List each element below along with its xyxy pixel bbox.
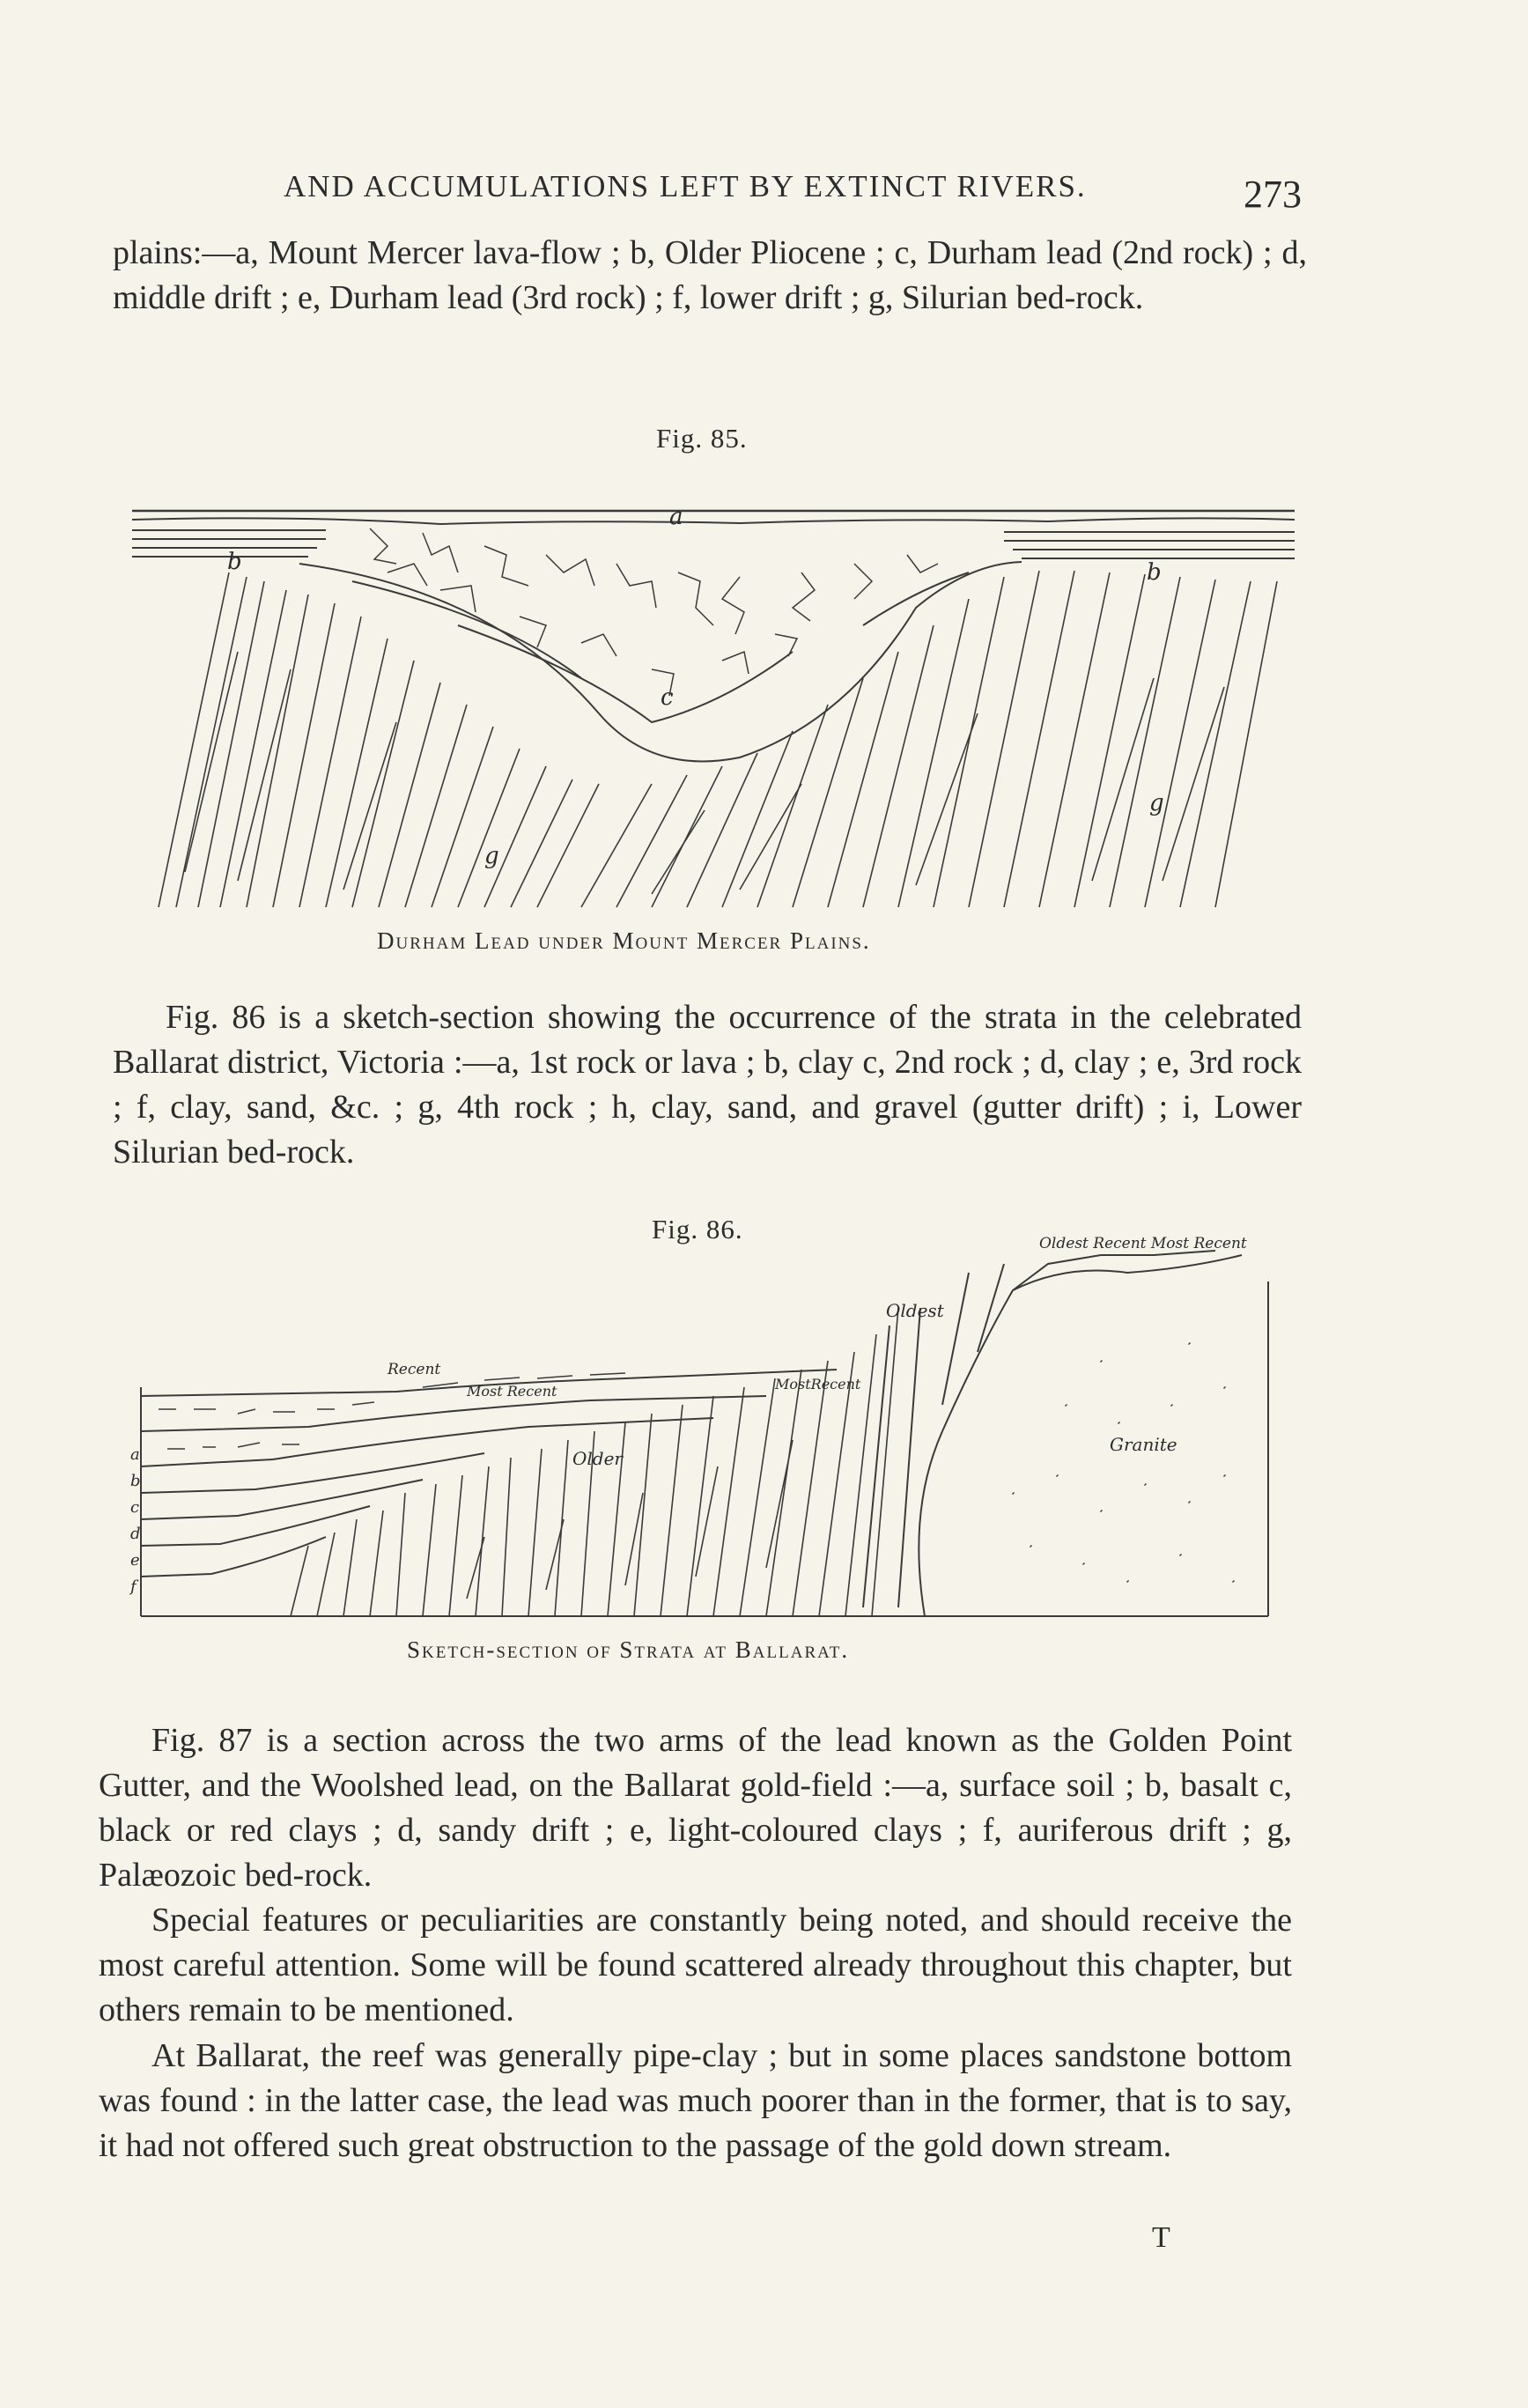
- paragraph-special-features: Special features or peculiarities are constantly being noted, and should receive the most careful attention. Some will be found scattered already throughout this chapter, but others remain to be mentioned.: [99, 1902, 1292, 2028]
- fig85-letter-b-left: b: [227, 549, 242, 575]
- fig86-caption: Sketch-section of Strata at Ballarat.: [407, 1636, 850, 1663]
- fig85-illustration: [123, 493, 1303, 907]
- fig86-letter-c: c: [130, 1498, 140, 1517]
- fig86-label: Fig. 86.: [652, 1214, 743, 1245]
- fig86-annotation-most-recent-mid: MostRecent: [775, 1376, 861, 1392]
- fig85-caption: Durham Lead under Mount Mercer Plains.: [377, 927, 871, 954]
- paragraph-ballarat-reef: At Ballarat, the reef was generally pipe-clay ; but in some places sandstone bottom was found : in the latter case, the lead was much poorer than in the former, that is to say, it had not offered such great obstruction to the passage of the gold down stream.: [99, 2037, 1292, 2164]
- fig86-letter-e: e: [130, 1551, 140, 1570]
- signature-mark: T: [1152, 2221, 1170, 2254]
- fig86-illustration: [132, 1229, 1277, 1625]
- fig85-letter-b-right: b: [1147, 559, 1162, 586]
- fig86-letter-b: b: [130, 1472, 141, 1490]
- fig85-letter-a: a: [669, 504, 683, 530]
- fig86-letter-a: a: [130, 1445, 140, 1464]
- fig86-annotation-granite: Granite: [1110, 1434, 1177, 1455]
- fig86-letter-d: d: [130, 1525, 141, 1543]
- fig86-annotation-oldest: Oldest: [886, 1300, 944, 1321]
- fig86-annotation-older: Older: [572, 1448, 623, 1469]
- fig86-letter-f: f: [130, 1577, 137, 1596]
- fig86-annotation-recent: Recent: [388, 1361, 441, 1378]
- page-number: 273: [1244, 173, 1302, 216]
- fig86-annotation-most-recent-left: Most Recent: [467, 1383, 557, 1400]
- fig85-letter-c: c: [661, 684, 674, 711]
- paragraph-fig87-legend: Fig. 87 is a section across the two arms of the lead known as the Golden Point Gutter, and the Woolshed lead, on the Ballarat gold-field :—a, surface soil ; b, basalt c, black or red clays ; d, sandy drift ; e, light-coloured clays ; f, auriferous drift ; g, Palæozoic bed-rock.: [99, 1722, 1292, 1894]
- fig85-svg: [123, 493, 1303, 907]
- paragraph-fig85-legend: plains:—a, Mount Mercer lava-flow ; b, Older Pliocene ; c, Durham lead (2nd rock) ; d, middle drift ; e, Durham lead (3rd rock) ; f, lower drift ; g, Silurian bed-rock.: [113, 234, 1307, 316]
- fig86-annotation-top-right: Oldest Recent Most Recent: [1039, 1235, 1247, 1252]
- fig85-letter-g-left: g: [484, 843, 499, 869]
- fig85-label: Fig. 85.: [656, 423, 748, 454]
- paragraph-fig86-legend: Fig. 86 is a sketch-section showing the occurrence of the strata in the celebrated Ballarat district, Victoria :—a, 1st rock or lava ; b, clay c, 2nd rock ; d, clay ; e, 3rd rock ; f, clay, sand, &c. ; g, 4th rock ; h, clay, sand, and gravel (gutter drift) ; i, Lower Silurian bed-rock.: [113, 999, 1302, 1171]
- running-head: AND ACCUMULATIONS LEFT BY EXTINCT RIVERS.: [284, 169, 1087, 203]
- fig85-letter-g-right: g: [1149, 790, 1164, 816]
- fig86-svg: [132, 1229, 1277, 1625]
